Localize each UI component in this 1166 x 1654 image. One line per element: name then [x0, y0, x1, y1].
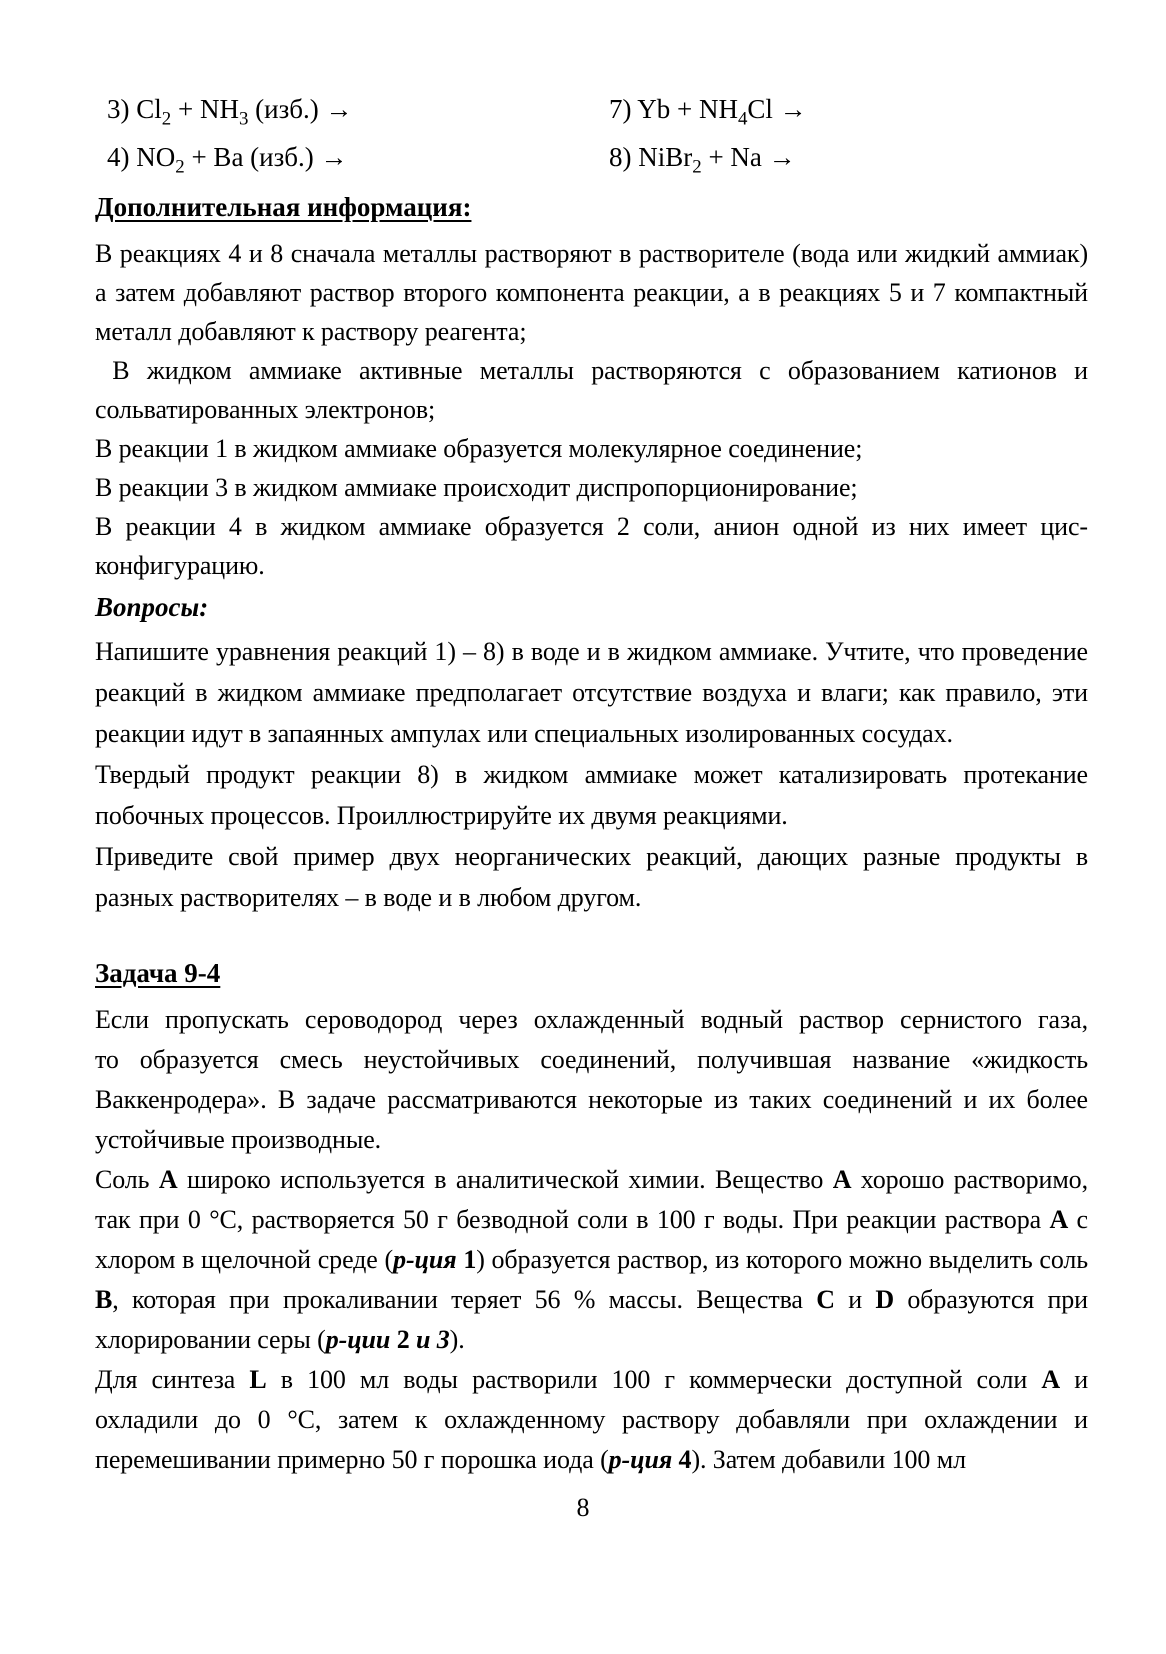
- equations-row-2: [107, 140, 1088, 178]
- questions-paragraph-2: Твердый продукт реакции 8) в жидком аммиаке может катализировать протекание побочных процессов. Проиллюстрируйте их двумя реакциями.: [95, 760, 1088, 830]
- additional-info-section: [95, 188, 1088, 585]
- info-paragraph-5: В реакции 4 в жидком аммиаке образуется 2 соли, анион одной из них имеет цис-конфигурацию.: [95, 512, 1088, 580]
- questions-section: [95, 587, 1088, 918]
- info-paragraph-3: В реакции 1 в жидком аммиаке образуется молекулярное соединение;: [95, 434, 863, 463]
- task-salt-paragraph: Соль А широко используется в аналитической химии. Вещество А хорошо растворимо, так при 0 °С, растворяется 50 г безводной соли в 100 г воды. При реакции раствора А с хлором в щелочной среде (р-ция 1) образуется раствор, из которого можно выделить соль В, которая при прокаливании теряет 56 % массы. Вещества С и D образуются при хлорировании серы (р-ции 2 и 3).: [95, 1165, 1089, 1354]
- equations-row-1: [107, 92, 1088, 130]
- equation-8: 8) NiBr$_2$ + Na →: [609, 142, 796, 178]
- info-paragraph-2: В жидком аммиаке активные металлы растворяются с образованием катионов и сольватированных электронов;: [95, 356, 1088, 424]
- additional-info-heading: Дополнительная информация:: [95, 192, 472, 222]
- equation-4: 4) $NO_2 + Ba$ (изб.) →: [107, 142, 348, 178]
- task-synthesis-paragraph: Для синтеза L в 100 мл воды растворили 100 г коммерчески доступной соли А и охладили до 0 °С, затем к охлажденному раствору добавляли при охлаждении и перемешивании примерно 50 г порошка иода (р-ция 4). Затем добавили 100 мл: [95, 1365, 1089, 1474]
- questions-paragraph-1: Напишите уравнения реакций 1) – 8) в воде и в жидком аммиаке. Учтите, что проведение реакций в жидком аммиаке предполагает отсутствие воздуха и влаги; как правило, эти реакции идут в запаянных ампулах или специальных изолированных сосудах.: [95, 637, 1088, 748]
- questions-paragraph-3: Приведите свой пример двух неорганических реакций, дающих разные продукты в разных растворителях – в воде и в любом другом.: [95, 842, 1088, 912]
- questions-heading: Вопросы:: [95, 592, 209, 622]
- task-intro-paragraph: Если пропускать сероводород через охлажденный водный раствор сернистого газа, то образуется смесь неустойчивых соединений, получившая название «жидкость Ваккенродера». В задаче рассматриваются некоторые из таких соединений и их более устойчивые производные.: [95, 1005, 1088, 1154]
- equations-block: [95, 92, 1088, 178]
- equation-3: 3) $Cl_2 + NH_3$ (изб.) →: [107, 94, 353, 130]
- task-9-4-section: [95, 954, 1088, 1480]
- page-number: 8: [576, 1493, 590, 1522]
- info-paragraph-1: В реакциях 4 и 8 сначала металлы растворяют в растворителе (вода или жидкий аммиак) а затем добавляют раствор второго компонента реакции, а в реакциях 5 и 7 компактный металл добавляют к раствору реагента;: [95, 239, 1088, 346]
- equation-7: 7) $Yb + NH_4Cl$ →: [609, 94, 807, 130]
- info-paragraph-4: В реакции 3 в жидком аммиаке происходит диспропорционирование;: [95, 473, 858, 502]
- task-9-4-heading: Задача 9-4: [95, 958, 221, 988]
